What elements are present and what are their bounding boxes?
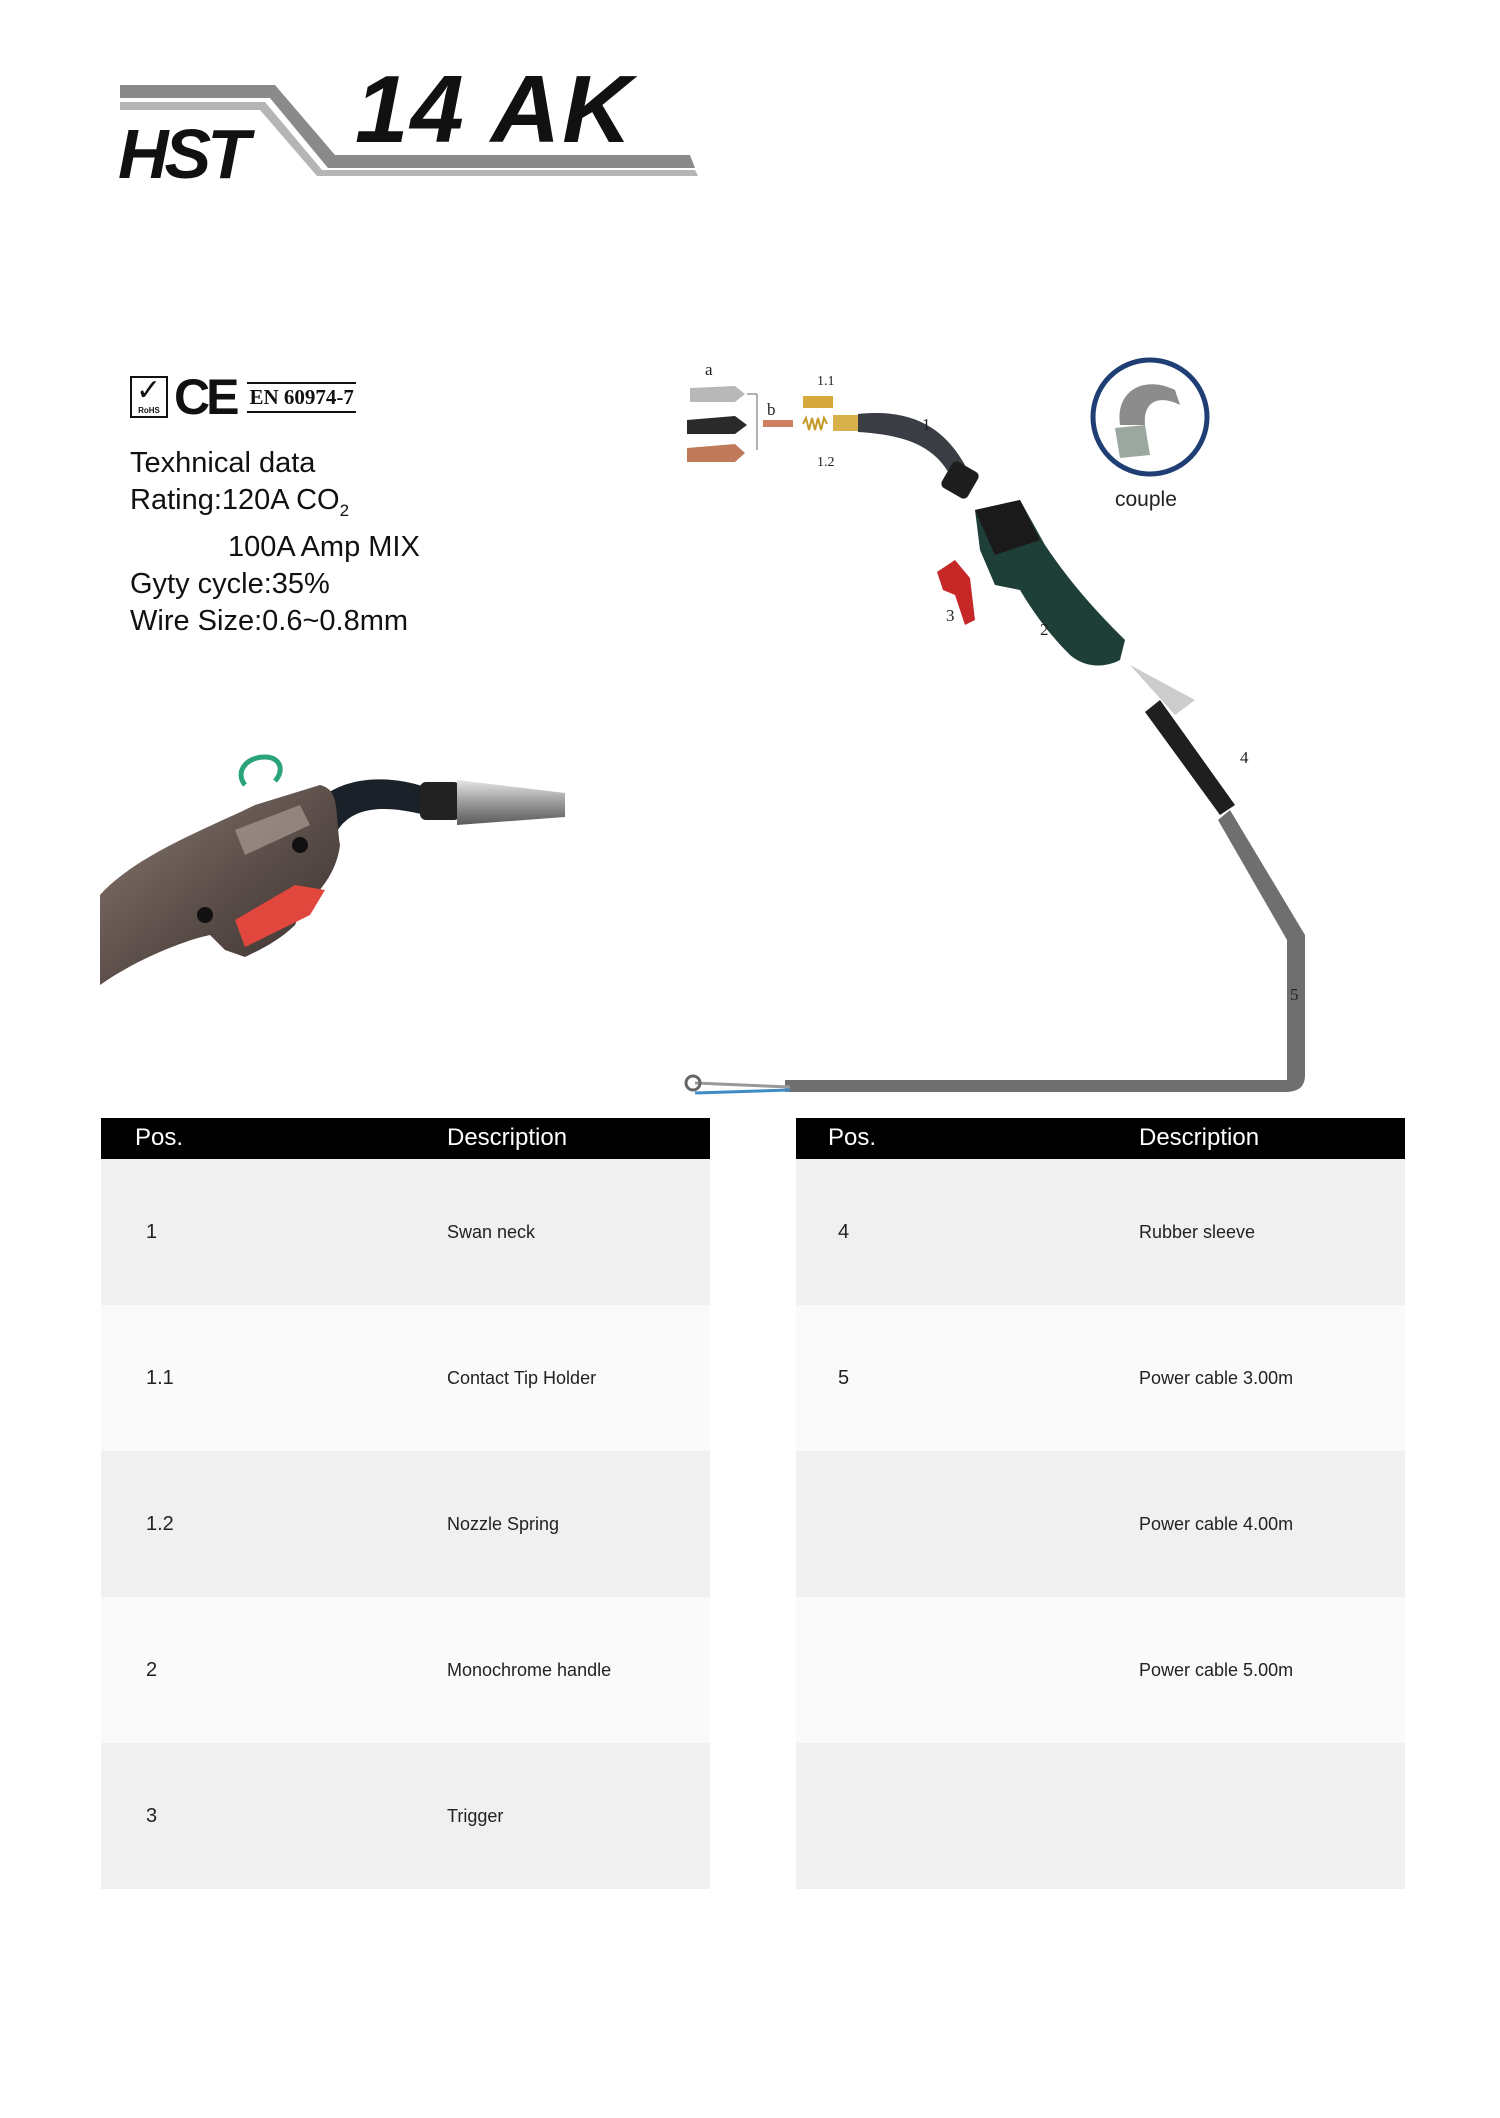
row-desc: Swan neck xyxy=(447,1222,536,1242)
ce-mark: CE xyxy=(174,369,236,425)
tip-holder xyxy=(803,396,833,408)
row-desc: Nozzle Spring xyxy=(447,1514,560,1534)
rating-mix: 100A Amp MIX xyxy=(228,530,420,563)
label-b: b xyxy=(767,400,776,419)
col-pos: Pos. xyxy=(135,1124,184,1151)
col-pos: Pos. xyxy=(828,1124,877,1151)
specs-heading: Texhnical data xyxy=(130,447,316,479)
nozzle-silver xyxy=(690,386,745,402)
table-header xyxy=(101,1118,710,1159)
label-a: a xyxy=(705,360,713,379)
col-description: Description xyxy=(447,1124,568,1151)
exploded-diagram xyxy=(675,350,1375,1100)
technical-data xyxy=(130,445,420,640)
label-1-1: 1.1 xyxy=(817,374,835,389)
rating-co2: Rating:120A $CO_2$ xyxy=(130,484,350,520)
table-row xyxy=(101,1597,710,1743)
row-desc: Monochrome handle xyxy=(447,1660,612,1680)
label-1: 1 xyxy=(922,415,931,434)
check-icon: ✓ xyxy=(136,374,162,407)
rubber-sleeve xyxy=(1145,700,1235,815)
row-pos: 4 xyxy=(838,1221,850,1243)
nozzle-spring xyxy=(803,418,827,430)
torch-photo xyxy=(95,735,605,1000)
parts-table-left xyxy=(101,1118,710,1889)
row-desc: Power cable 5.00m xyxy=(1139,1660,1294,1680)
col-description: Description xyxy=(1139,1124,1260,1151)
standard-label: EN 60974-7 xyxy=(247,382,355,413)
label-5: 5 xyxy=(1290,985,1299,1004)
row-desc: Power cable 3.00m xyxy=(1139,1368,1294,1388)
nozzle-copper xyxy=(687,444,745,462)
table-row xyxy=(101,1743,710,1889)
label-4: 4 xyxy=(1240,748,1249,767)
rohs-label: RoHS xyxy=(138,406,160,415)
table-header xyxy=(796,1118,1405,1159)
table-row xyxy=(101,1305,710,1451)
table-row xyxy=(796,1159,1405,1305)
table-row xyxy=(796,1743,1405,1889)
couple-label: couple xyxy=(1115,488,1177,511)
table-row xyxy=(796,1451,1405,1597)
power-cable xyxy=(785,810,1305,1092)
wire-size: Wire Size:0.6~0.8mm xyxy=(130,604,409,637)
rohs-badge xyxy=(130,376,168,418)
parts-table-right xyxy=(796,1118,1405,1889)
row-pos: 3 xyxy=(146,1805,158,1827)
table-body xyxy=(796,1159,1405,1889)
couple-inset xyxy=(1093,360,1207,474)
row-pos: 1.1 xyxy=(146,1367,174,1389)
row-desc: Power cable 4.00m xyxy=(1139,1514,1294,1534)
duty-cycle: Gyty cycle:35% xyxy=(130,567,330,600)
table-row xyxy=(796,1305,1405,1451)
svg-text:HST: HST xyxy=(118,115,246,190)
row-pos: 1.2 xyxy=(146,1513,174,1535)
row-pos: 2 xyxy=(146,1659,158,1681)
row-desc: Trigger xyxy=(447,1806,504,1826)
nozzle-black xyxy=(687,416,747,434)
table-body xyxy=(101,1159,710,1889)
contact-tip xyxy=(763,420,793,427)
table-row xyxy=(796,1597,1405,1743)
certification-row xyxy=(130,369,356,425)
row-desc: Contact Tip Holder xyxy=(447,1368,597,1388)
model-title: 14 AK xyxy=(355,56,634,163)
table-row xyxy=(101,1159,710,1305)
table-row xyxy=(101,1451,710,1597)
row-pos: 1 xyxy=(146,1221,158,1243)
row-desc: Rubber sleeve xyxy=(1139,1222,1256,1242)
trigger xyxy=(937,560,975,625)
row-pos: 5 xyxy=(838,1367,850,1389)
swan-neck xyxy=(858,413,965,475)
label-3: 3 xyxy=(946,606,955,625)
label-2: 2 xyxy=(1040,620,1049,639)
label-1-2: 1.2 xyxy=(817,455,835,470)
